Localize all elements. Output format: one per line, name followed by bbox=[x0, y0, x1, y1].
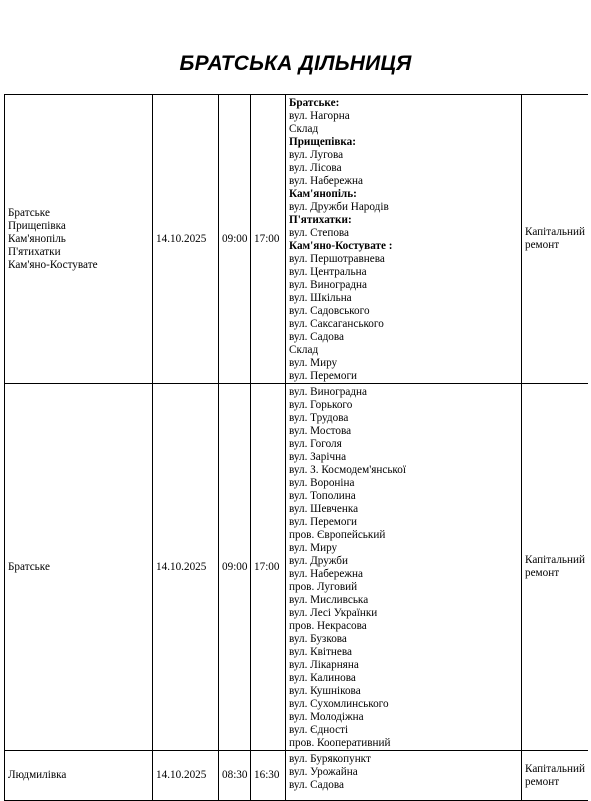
work-type-text: ремонт bbox=[525, 567, 560, 579]
end-time: 16:30 bbox=[254, 769, 280, 781]
street-name: вул. Перемоги bbox=[289, 516, 358, 528]
street-name: вул. Садовського bbox=[289, 305, 370, 317]
street-name: вул. Калинова bbox=[289, 672, 356, 684]
addresses-cell bbox=[286, 384, 522, 751]
street-name: вул. Садова bbox=[289, 779, 344, 791]
locality-name: Людмилівка bbox=[8, 769, 67, 781]
work-type-cell bbox=[522, 95, 588, 384]
localities-cell bbox=[5, 384, 153, 751]
date-cell bbox=[153, 384, 219, 751]
street-name: вул. Нагорна bbox=[289, 110, 350, 122]
work-type-text: Капітальний bbox=[525, 762, 585, 775]
street-name: вул. Першотравнева bbox=[289, 253, 385, 265]
street-name: вул. Набережна bbox=[289, 568, 363, 580]
street-name: вул. Бузкова bbox=[289, 633, 347, 645]
street-name: вул. Гоголя bbox=[289, 438, 342, 450]
page-title: БРАТСЬКА ДІЛЬНИЦЯ bbox=[179, 52, 412, 75]
street-name: вул. Бурякопункт bbox=[289, 753, 371, 765]
street-name: пров. Некрасова bbox=[289, 620, 367, 632]
start-time: 09:00 bbox=[222, 232, 248, 245]
street-name: вул. Дружби Народів bbox=[289, 201, 389, 213]
street-name: вул. Лісова bbox=[289, 162, 342, 174]
street-name: пров. Європейський bbox=[289, 529, 386, 541]
street-name: Склад bbox=[289, 344, 319, 356]
street-name: вул. Виноградна bbox=[289, 386, 368, 398]
localities-cell bbox=[5, 95, 153, 384]
outage-schedule-table bbox=[4, 94, 588, 801]
street-name: вул. Молодіжна bbox=[289, 711, 364, 723]
addresses-cell bbox=[286, 751, 522, 801]
street-name: вул. Горького bbox=[289, 399, 353, 411]
street-name: вул. Садова bbox=[289, 331, 344, 343]
settlement-heading: П'ятихатки: bbox=[289, 214, 352, 226]
street-name: вул. З. Космодем'янської bbox=[289, 464, 406, 476]
localities-cell bbox=[5, 751, 153, 801]
locality-name: Кам'яно-Костувате bbox=[8, 258, 98, 271]
addresses-cell bbox=[286, 95, 522, 384]
start-time-cell bbox=[219, 95, 251, 384]
locality-name: П'ятихатки bbox=[8, 245, 61, 258]
street-name: вул. Набережна bbox=[289, 175, 363, 187]
table-row bbox=[5, 95, 588, 384]
street-name: вул. Мисливська bbox=[289, 594, 369, 606]
work-type-text: ремонт bbox=[525, 239, 560, 251]
start-time-cell bbox=[219, 751, 251, 801]
street-name: вул. Урожайна bbox=[289, 766, 358, 778]
work-type-text: ремонт bbox=[525, 775, 560, 788]
locality-name: Кам'янопіль bbox=[8, 232, 66, 245]
street-name: вул. Мостова bbox=[289, 425, 352, 437]
table-row bbox=[5, 384, 588, 751]
end-time-cell bbox=[251, 95, 286, 384]
work-type-text: Капітальний bbox=[525, 554, 585, 566]
street-name: вул. Єдності bbox=[289, 724, 349, 736]
outage-date: 14.10.2025 bbox=[156, 769, 207, 781]
street-name: вул. Миру bbox=[289, 357, 338, 369]
street-name: вул. Шкільна bbox=[289, 292, 352, 304]
outage-date: 14.10.2025 bbox=[156, 560, 207, 573]
locality-name: Прищепівка bbox=[8, 219, 66, 232]
street-name: вул. Квітнева bbox=[289, 646, 352, 658]
street-name: вул. Лікарняна bbox=[289, 659, 359, 671]
work-type-cell bbox=[522, 751, 588, 801]
street-name: вул. Центральна bbox=[289, 266, 367, 278]
settlement-heading: Братське: bbox=[289, 97, 340, 109]
start-time-cell bbox=[219, 384, 251, 751]
table-row bbox=[5, 751, 588, 801]
street-name: вул. Дружби bbox=[289, 555, 348, 567]
street-name: вул. Тополина bbox=[289, 490, 356, 502]
street-name: вул. Сухомлинського bbox=[289, 698, 389, 710]
end-time: 17:00 bbox=[254, 560, 280, 573]
locality-name: Братське bbox=[8, 560, 50, 573]
settlement-heading: Кам'яно-Костувате : bbox=[289, 240, 393, 252]
work-type-text: Капітальний bbox=[525, 226, 585, 238]
street-name: вул. Виноградна bbox=[289, 279, 368, 291]
end-time: 17:00 bbox=[254, 232, 280, 245]
street-name: вул. Вороніна bbox=[289, 477, 355, 489]
street-name: пров. Луговий bbox=[289, 581, 358, 593]
street-name: вул. Саксаганського bbox=[289, 318, 384, 330]
street-name: вул. Шевченка bbox=[289, 503, 359, 515]
street-name: вул. Лугова bbox=[289, 149, 344, 161]
settlement-heading: Кам'янопіль: bbox=[289, 188, 357, 200]
work-type-cell bbox=[522, 384, 588, 751]
street-name: вул. Трудова bbox=[289, 412, 349, 424]
start-time: 09:00 bbox=[222, 560, 248, 573]
street-name: вул. Миру bbox=[289, 542, 338, 554]
locality-name: Братське bbox=[8, 206, 50, 219]
date-cell bbox=[153, 95, 219, 384]
settlement-heading: Прищепівка: bbox=[289, 136, 356, 148]
date-cell bbox=[153, 751, 219, 801]
start-time: 08:30 bbox=[222, 769, 248, 781]
street-name: вул. Зарічна bbox=[289, 451, 347, 463]
end-time-cell bbox=[251, 384, 286, 751]
street-name: вул. Лесі Українки bbox=[289, 607, 378, 619]
street-name: вул. Степова bbox=[289, 227, 350, 239]
street-name: вул. Кушнікова bbox=[289, 685, 361, 697]
street-name: Склад bbox=[289, 123, 319, 135]
outage-date: 14.10.2025 bbox=[156, 232, 207, 245]
street-name: вул. Перемоги bbox=[289, 370, 358, 382]
end-time-cell bbox=[251, 751, 286, 801]
street-name: пров. Кооперативний bbox=[289, 737, 391, 749]
